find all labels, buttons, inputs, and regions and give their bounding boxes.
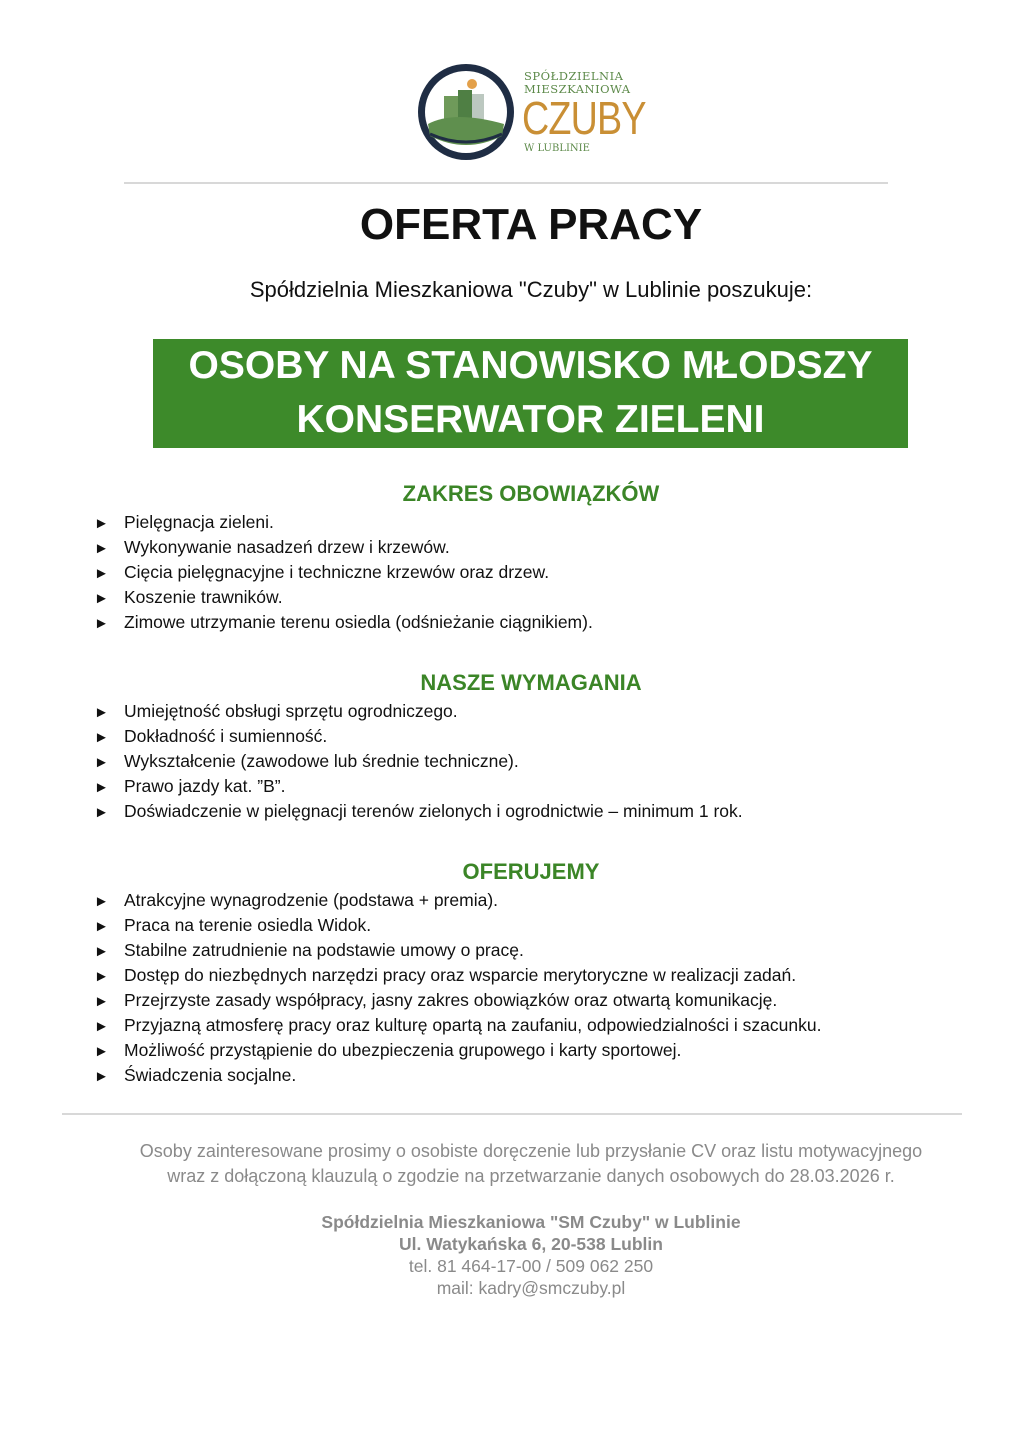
application-text: wraz z dołączoną klauzulą o zgodzie na przetwarzanie danych osobowych do 28.03.2026 r. [167,1166,895,1186]
list-item-text: Koszenie trawników. [124,587,283,607]
email: mail: kadry@smczuby.pl [436,1278,626,1298]
address: Ul. Watykańska 6, 20-538 Lublin [399,1234,663,1254]
bullet-arrow-icon: ► [94,1043,109,1060]
list-item-text: Umiejętność obsługi sprzętu ogrodniczego. [124,701,458,721]
list-item [94,585,593,610]
list-item-text: Wykształcenie (zawodowe lub średnie techniczne). [124,751,519,771]
list-item [94,913,821,938]
list-item-text: Dostęp do niezbędnych narzędzi pracy oraz wsparcie merytoryczne w realizacji zadań. [124,965,797,985]
list-item [94,610,593,635]
application-info [0,1139,1024,1189]
bullet-arrow-icon: ► [94,565,109,582]
list-item-text: Przejrzyste zasady współpracy, jasny zakres obowiązków oraz otwartą komunikację. [124,990,778,1010]
requirements-list [94,699,743,824]
subtitle: Spółdzielnia Mieszkaniowa "Czuby" w Lublinie poszukuje: [249,277,813,302]
list-item-text: Doświadczenie w pielęgnacji terenów zielonych i ogrodnictwie – minimum 1 rok. [124,801,743,821]
list-item [94,1063,821,1088]
list-item [94,799,743,824]
bullet-arrow-icon: ► [94,615,109,632]
list-item [94,699,743,724]
org-name: Spółdzielnia Mieszkaniowa "SM Czuby" w Lublinie [321,1212,741,1232]
logo-name: CZUBY [522,92,646,144]
bullet-arrow-icon: ► [94,918,109,935]
bullet-arrow-icon: ► [94,943,109,960]
bullet-arrow-icon: ► [94,893,109,910]
list-item [94,988,821,1013]
bullet-arrow-icon: ► [94,540,109,557]
list-item [94,724,743,749]
list-item-text: Dokładność i sumienność. [124,726,328,746]
list-item [94,510,593,535]
bullet-arrow-icon: ► [94,704,109,721]
list-item-text: Prawo jazdy kat. ”B”. [124,776,286,796]
divider [124,182,888,184]
list-item [94,535,593,560]
bullet-arrow-icon: ► [94,590,109,607]
list-item-text: Stabilne zatrudnienie na podstawie umowy o pracę. [124,940,524,960]
duties-list [94,510,593,635]
section-heading: ZAKRES OBOWIĄZKÓW [402,481,660,506]
list-item-text: Świadczenia socjalne. [124,1065,297,1085]
phone: tel. 81 464-17-00 / 509 062 250 [408,1256,654,1276]
page-title: OFERTA PRACY [359,200,703,249]
bullet-arrow-icon: ► [94,968,109,985]
contact-block [0,1211,1024,1299]
bullet-arrow-icon: ► [94,515,109,532]
divider [62,1113,962,1115]
logo-text: SPÓŁDZIELNIA MIESZKANIOWA [524,69,631,96]
logo-city: W LUBLINIE [524,143,590,154]
position-banner [153,339,908,448]
list-item-text: Praca na terenie osiedla Widok. [124,915,372,935]
list-item-text: Możliwość przystąpienie do ubezpieczenia grupowego i karty sportowej. [124,1040,682,1060]
list-item [94,1038,821,1063]
list-item-text: Cięcia pielęgnacyjne i techniczne krzewów oraz drzew. [124,562,550,582]
logo [414,62,654,162]
logo-emblem-icon [414,62,518,162]
bullet-arrow-icon: ► [94,993,109,1010]
bullet-arrow-icon: ► [94,754,109,771]
section-heading: NASZE WYMAGANIA [420,670,642,695]
list-item [94,560,593,585]
list-item [94,938,821,963]
bullet-arrow-icon: ► [94,1018,109,1035]
list-item-text: Atrakcyjne wynagrodzenie (podstawa + premia). [124,890,499,910]
list-item-text: Pielęgnacja zieleni. [124,512,274,532]
list-item [94,774,743,799]
list-item [94,963,821,988]
list-item [94,749,743,774]
application-text: Osoby zainteresowane prosimy o osobiste doręczenie lub przysłanie CV oraz listu motywacyjnego [139,1141,923,1161]
list-item-text: Przyjazną atmosferę pracy oraz kulturę opartą na zaufaniu, odpowiedzialności i szacunku. [124,1015,822,1035]
offer-list [94,888,821,1088]
section-heading: OFERUJEMY [462,859,600,884]
list-item-text: Wykonywanie nasadzeń drzew i krzewów. [124,537,450,557]
bullet-arrow-icon: ► [94,1068,109,1085]
bullet-arrow-icon: ► [94,779,109,796]
list-item [94,888,821,913]
list-item-text: Zimowe utrzymanie terenu osiedla (odśnieżanie ciągnikiem). [124,612,593,632]
list-item [94,1013,821,1038]
bullet-arrow-icon: ► [94,804,109,821]
bullet-arrow-icon: ► [94,729,109,746]
banner-line: KONSERWATOR ZIELENI [296,398,765,441]
banner-line: OSOBY NA STANOWISKO MŁODSZY [188,344,873,387]
